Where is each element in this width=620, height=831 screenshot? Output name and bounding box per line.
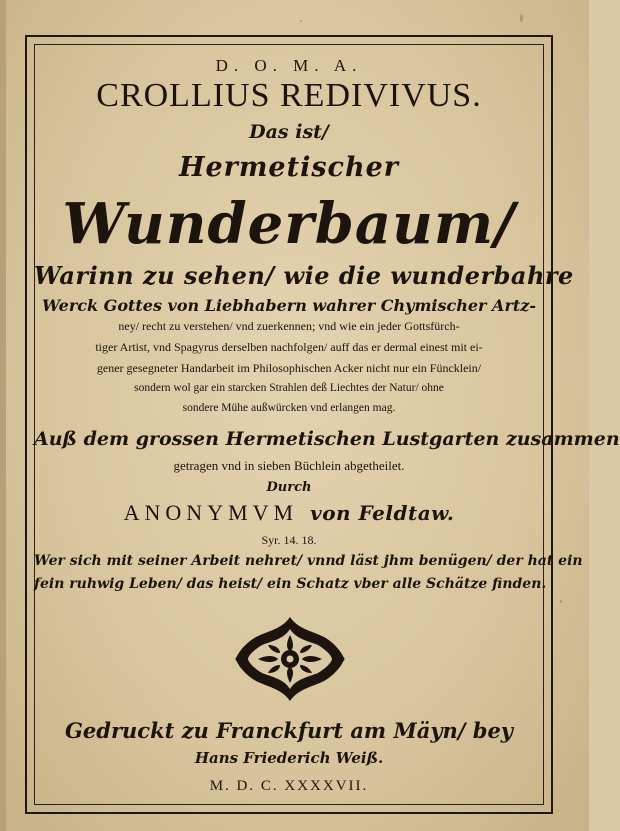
page-edge [0,0,6,831]
das-ist-line: Das ist/ [249,121,329,143]
fleuron-ornament-icon [234,615,346,703]
printer-line: Hans Friederich Weiß. [194,749,384,767]
body-line-4: gener gesegneter Handarbeit im Philosophischen Acker nicht nur ein Füncklein/ [96,361,482,375]
paper-speck [560,600,562,603]
body-line-3: tiger Artist, vnd Spagyrus derselben nachfolgen/ auff das er dermal einest mit ei- [95,340,483,354]
getragen-line: getragen vnd in sieben Büchlein abgetheilet. [173,458,405,473]
body-line-1: Werck Gottes von Liebhabern wahrer Chymischer Artz- [42,296,536,315]
author-line [34,500,544,526]
ausz-line: Auß dem grossen Hermetischen Lustgarten zusammen [34,428,620,450]
verse-line-1: Wer sich mit seiner Arbeit nehret/ vnnd läst jhm benügen/ der hat ein [34,553,583,569]
wunderbaum-heading: Wunderbaum/ [62,191,516,257]
paper-speck [300,20,302,22]
imprint-line: Gedruckt zu Franckfurt am Mäyn/ bey [64,718,514,743]
dedication: D. O. M. A. [215,56,363,75]
author-place: von Feldtaw. [310,501,455,525]
publication-year: M. D. C. XXXXVII. [209,778,369,794]
body-line-2: ney/ recht zu verstehen/ vnd zuerkennen; vnd wie ein jeder Gottsfürch- [118,319,460,333]
durch-line: Durch [266,480,312,495]
hermetischer-line: Hermetischer [178,152,400,183]
verse-line-2: fein ruhwig Leben/ das heist/ ein Schatz vber alle Schätze finden. [34,576,547,592]
paper-speck [520,14,523,23]
warinn-line: Warinn zu sehen/ wie die wunderbahre [34,261,574,290]
book-title: CROLLIUS REDIVIVUS. [96,77,482,114]
author-name: ANONYMVM [123,500,299,525]
body-line-6: sondere Mühe außwürcken vnd erlangen mag. [182,402,396,414]
scripture-reference: Syr. 14. 18. [261,533,317,547]
body-line-5: sondern wol gar ein starcken Strahlen deß Liechtes der Natur/ ohne [134,382,444,394]
